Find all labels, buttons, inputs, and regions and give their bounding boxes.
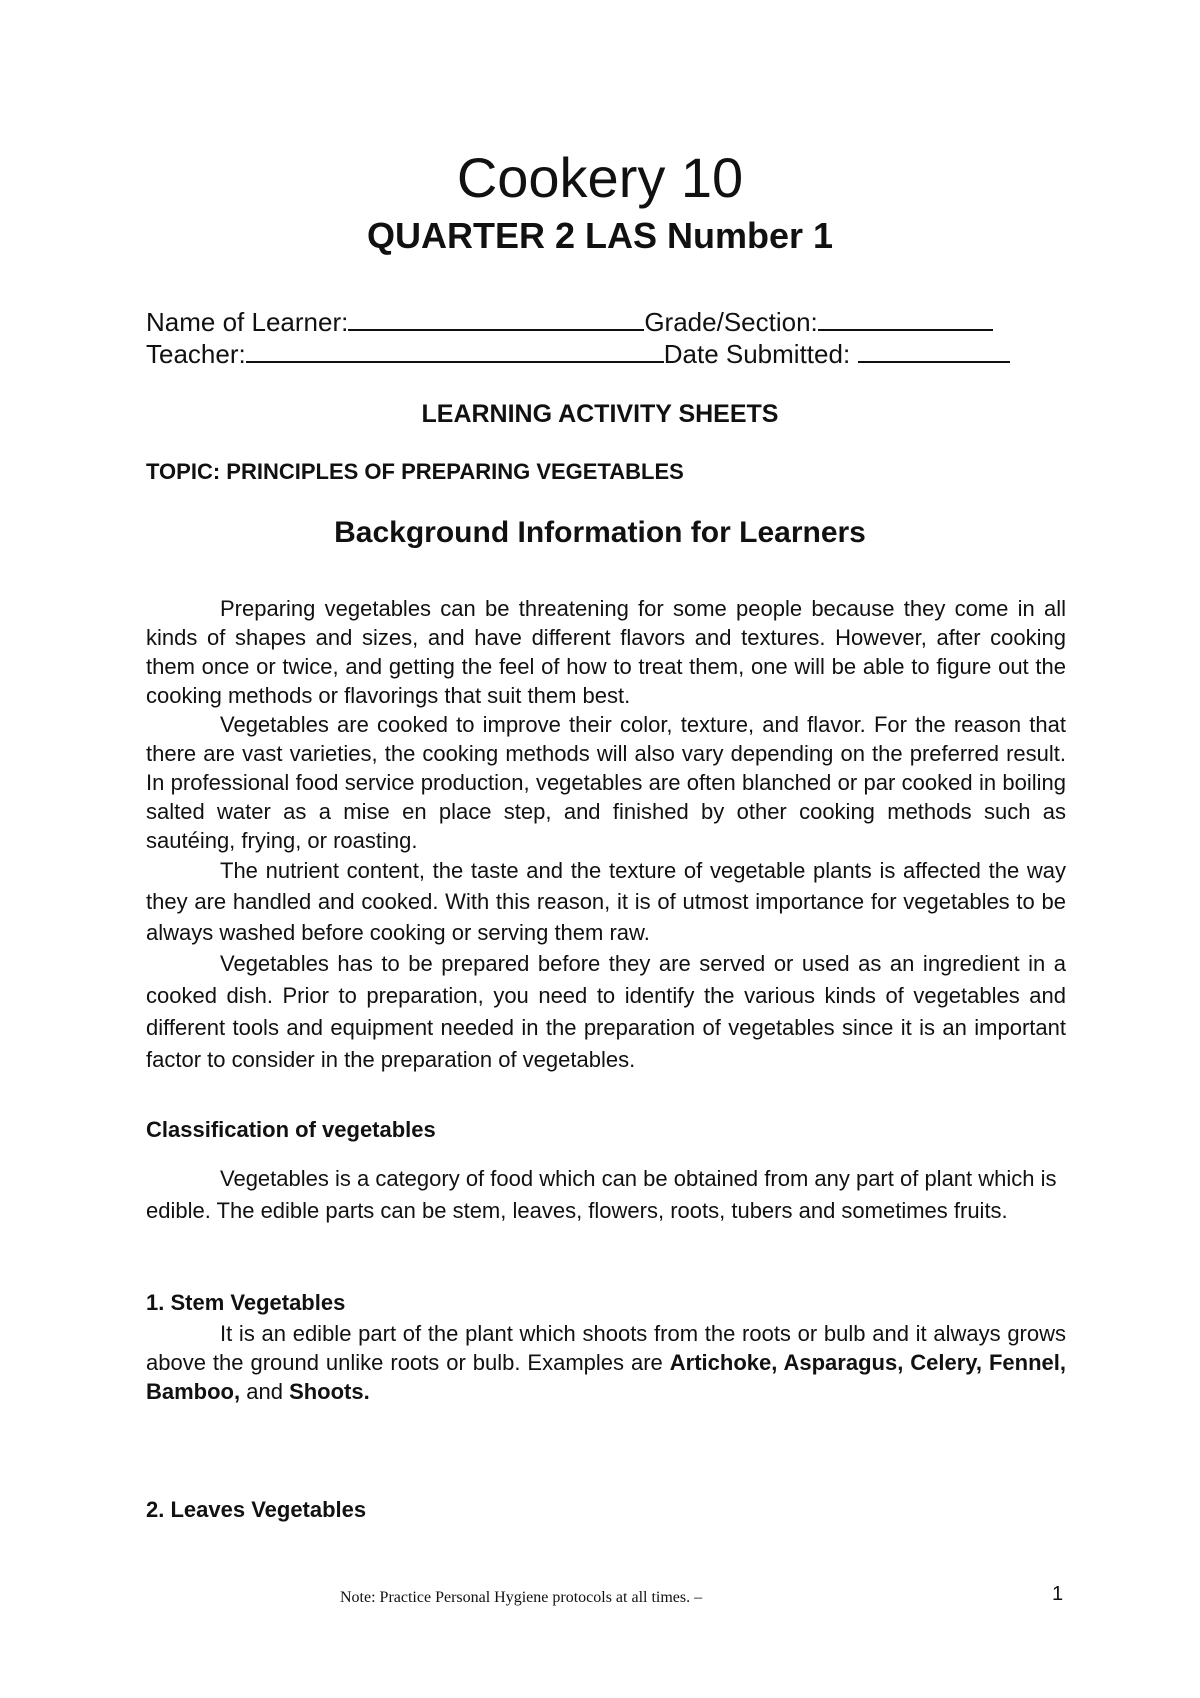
classification-body bbox=[146, 1163, 1066, 1227]
footer-note: Note: Practice Personal Hygiene protocols at all times. – bbox=[340, 1589, 703, 1606]
background-paragraph-2: Vegetables are cooked to improve their color, texture, and flavor. For the reason that there are vast varieties, the cooking methods will also vary depending on the preferred result. In professional food service production, vegetables are often blanched or par cooked in boiling salted water as a mise en place step, and finished by other cooking methods such as sautéing, frying, or roasting. bbox=[146, 712, 1066, 853]
grade-label: Grade/Section: bbox=[644, 307, 818, 337]
stem-examples-1: Artichoke, Asparagus, Celery, Fennel, Bamboo, bbox=[146, 1350, 1066, 1404]
field-row-teacher bbox=[146, 338, 1066, 370]
date-label: Date Submitted: bbox=[663, 339, 851, 369]
grade-line[interactable] bbox=[818, 307, 993, 331]
stem-vegetables-heading: 1. Stem Vegetables bbox=[146, 1290, 346, 1315]
name-label: Name of Learner: bbox=[146, 307, 349, 337]
background-heading: Background Information for Learners bbox=[334, 516, 866, 549]
teacher-line[interactable] bbox=[246, 339, 664, 363]
background-body bbox=[146, 594, 1066, 1076]
teacher-label: Teacher: bbox=[146, 339, 246, 369]
field-row-name bbox=[146, 306, 1066, 338]
classification-heading: Classification of vegetables bbox=[146, 1117, 436, 1142]
name-line[interactable] bbox=[348, 307, 644, 331]
stem-text: It is an edible part of the plant which shoots from the roots or bulb and it always grows above the ground unlike roots or bulb. Examples are bbox=[146, 1321, 1066, 1375]
document-title: Cookery 10 bbox=[456, 146, 744, 209]
stem-vegetables-paragraph bbox=[146, 1319, 1066, 1406]
learner-info-fields bbox=[146, 306, 1066, 370]
date-line[interactable] bbox=[858, 339, 1010, 363]
stem-examples-2: Shoots. bbox=[289, 1379, 370, 1404]
background-paragraph-4: Vegetables has to be prepared before they are served or used as an ingredient in a cooked dish. Prior to preparation, you need to identify the various kinds of vegetables and different tools and equipment needed in the preparation of vegetables since it is an important factor to consider in the preparation of vegetables. bbox=[146, 951, 1066, 1072]
las-heading: LEARNING ACTIVITY SHEETS bbox=[421, 400, 779, 428]
stem-and: and bbox=[240, 1379, 290, 1404]
document-subtitle: QUARTER 2 LAS Number 1 bbox=[366, 215, 834, 256]
classification-paragraph: Vegetables is a category of food which can be obtained from any part of plant which is edible. The edible parts can be stem, leaves, flowers, roots, tubers and sometimes fruits. bbox=[146, 1166, 1057, 1223]
leaves-vegetables-heading: 2. Leaves Vegetables bbox=[146, 1497, 367, 1522]
background-paragraph-3: The nutrient content, the taste and the texture of vegetable plants is affected the way they are handled and cooked. With this reason, it is of utmost importance for vegetables to be always washed before cooking or serving them raw. bbox=[146, 858, 1066, 945]
topic-heading: TOPIC: PRINCIPLES OF PREPARING VEGETABLES bbox=[146, 459, 684, 484]
background-paragraph-1: Preparing vegetables can be threatening for some people because they come in all kinds of shapes and sizes, and have different flavors and textures. However, after cooking them once or twice, and getting the feel of how to treat them, one will be able to figure out the cooking methods or flavorings that suit them best. bbox=[146, 596, 1066, 708]
stem-vegetables-body bbox=[146, 1319, 1066, 1406]
page-number: 1 bbox=[1052, 1583, 1064, 1605]
